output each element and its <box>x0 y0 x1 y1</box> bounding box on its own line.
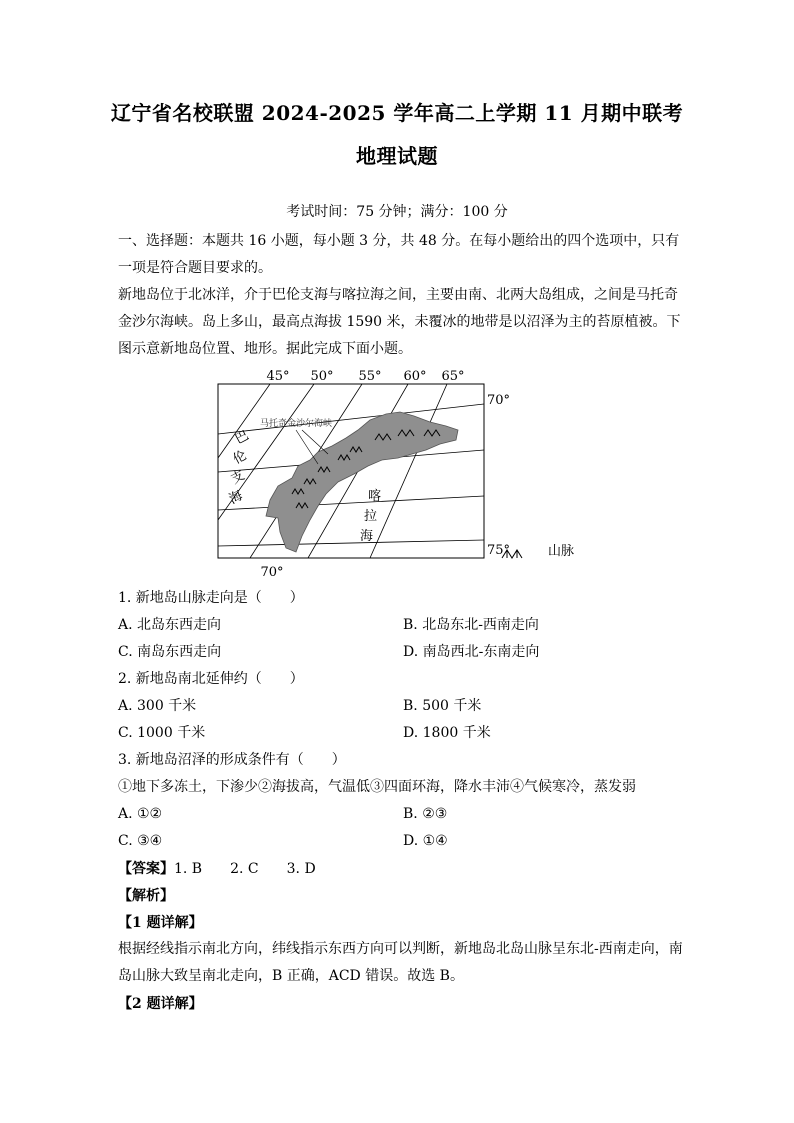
legend-label: 山脉 <box>548 544 575 559</box>
question-3-option-b: B. ②③ <box>403 806 448 822</box>
lon-label-50: 50° <box>310 369 334 384</box>
passage: 新地岛位于北冰洋，介于巴伦支海与喀拉海之间，主要由南、北两大岛组成，之间是马托奇金沙尔海峡。岛上多山，最高点海拔 1590 米，未覆冰的地带是以沼泽为主的苔原植被。下图示意新地岛位置、地形。据此完成下面小题。 <box>118 287 681 357</box>
svg-text:海: 海 <box>226 488 246 508</box>
answer-line <box>118 859 316 879</box>
svg-text:海: 海 <box>360 529 374 544</box>
detail-1-text: 根据经线指示南北方向，纬线指示东西方向可以判断，新地岛北岛山脉呈东北-西南走向，南岛山脉大致呈南北走向，B 正确，ACD 错误。故选 B。 <box>118 941 683 984</box>
answer-label: 【答案】 <box>118 861 174 877</box>
question-3-option-d: D. ①④ <box>403 833 448 849</box>
analysis-label: 【解析】 <box>118 888 174 904</box>
lon-label-55: 55° <box>358 369 382 384</box>
detail-2-label: 【2 题详解】 <box>118 996 203 1012</box>
question-2-option-b: B. 500 千米 <box>403 698 482 714</box>
svg-text:拉: 拉 <box>364 509 378 524</box>
document-title: 辽宁省名校联盟 2024-2025 学年高二上学期 11 月期中联考 <box>110 101 684 125</box>
question-2-stem: 2. 新地岛南北延伸约（ ） <box>118 671 304 687</box>
svg-text:喀: 喀 <box>368 489 382 504</box>
svg-text:伦: 伦 <box>230 448 250 468</box>
svg-text:巴: 巴 <box>232 428 252 448</box>
detail-1-label: 【1 题详解】 <box>118 915 203 931</box>
kara-sea-label <box>360 488 381 544</box>
exam-meta: 考试时间：75 分钟；满分：100 分 <box>286 204 508 220</box>
lon-label-45: 45° <box>266 369 290 384</box>
question-2-option-c: C. 1000 千米 <box>118 725 206 741</box>
lon-label-60: 60° <box>403 369 427 384</box>
question-2-option-d: D. 1800 千米 <box>403 725 491 741</box>
strait-label: 马托奇金沙尔海峡 <box>259 419 333 429</box>
question-1-option-a: A. 北岛东西走向 <box>118 617 222 633</box>
question-1-stem: 1. 新地岛山脉走向是（ ） <box>118 590 304 606</box>
lat-label-75: 75° <box>487 543 511 558</box>
question-1-option-d: D. 南岛西北-东南走向 <box>403 644 540 660</box>
lat-label-70-bottom: 70° <box>260 565 284 580</box>
lat-label-70-right: 70° <box>487 393 511 408</box>
graticule <box>218 384 484 558</box>
section-intro: 一、选择题：本题共 16 小题，每小题 3 分，共 48 分。在每小题给出的四个选项中，只有一项是符合题目要求的。 <box>118 233 680 276</box>
document-subtitle: 地理试题 <box>356 144 438 168</box>
answer-2: 2. C <box>230 861 259 877</box>
novaya-zemlya-map <box>200 360 620 585</box>
question-3-option-c: C. ③④ <box>118 833 163 849</box>
lon-label-65: 65° <box>441 369 465 384</box>
question-3-option-a: A. ①② <box>118 806 163 822</box>
answer-3: 3. D <box>286 861 316 877</box>
question-2-option-a: A. 300 千米 <box>118 698 197 714</box>
question-1-option-b: B. 北岛东北-西南走向 <box>403 617 539 633</box>
question-1-option-c: C. 南岛东西走向 <box>118 644 222 660</box>
answer-1: 1. B <box>174 861 203 877</box>
question-3-conditions: ①地下多冻土，下渗少②海拔高，气温低③四面环海，降水丰沛④气候寒冷，蒸发弱 <box>118 779 636 795</box>
question-3-stem: 3. 新地岛沼泽的形成条件有（ ） <box>118 752 346 768</box>
svg-text:支: 支 <box>228 468 248 488</box>
